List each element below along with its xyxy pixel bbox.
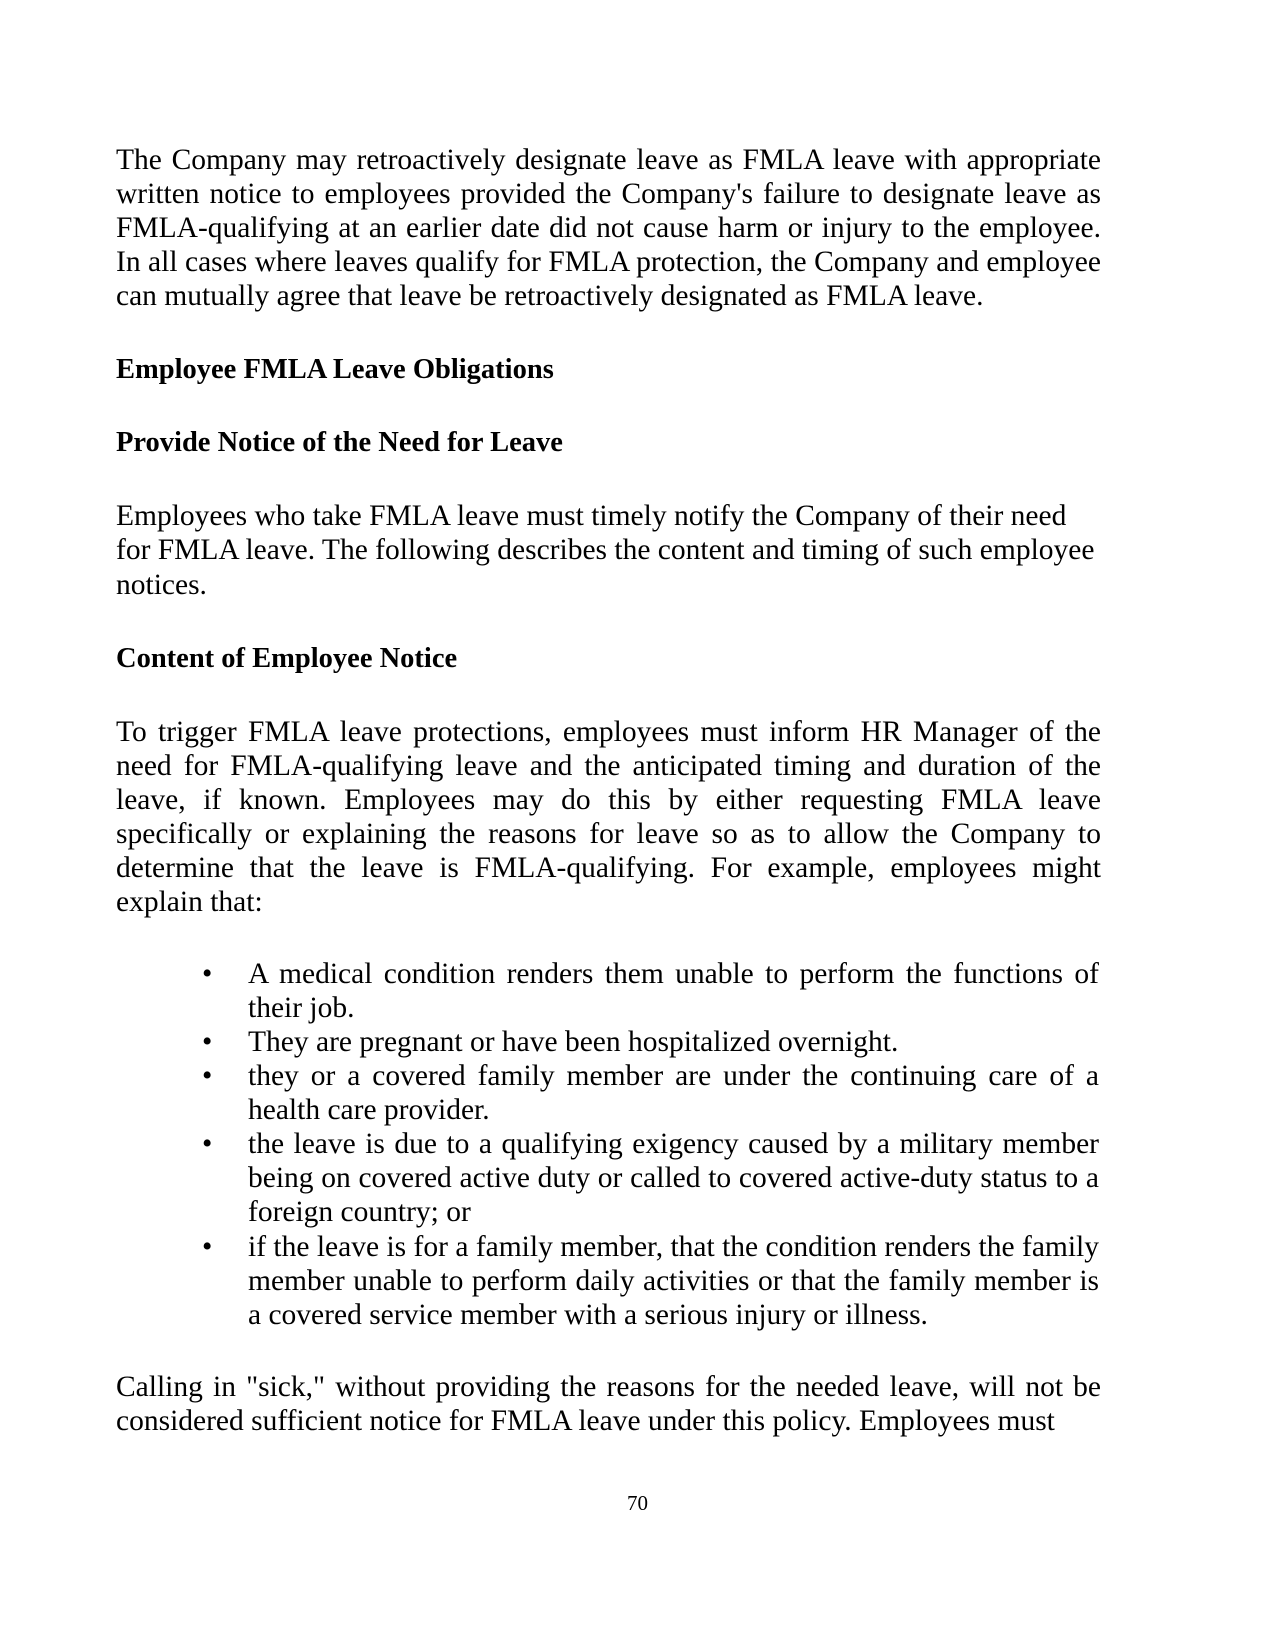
paragraph-calling-in-sick: Calling in "sick," without providing the reasons for the needed leave, will not be considered sufficient notice for FMLA leave under this policy. Employees must	[116, 1370, 1101, 1437]
bullet-icon: •	[202, 1026, 213, 1059]
spacer	[116, 1332, 1101, 1370]
paragraph-retroactive-designation: The Company may retroactively designate leave as FMLA leave with appropriate written notice to employees provided the Company's failure to designate leave as FMLA-qualifying at an earlier date did not cause harm or injury to the employee. In all cases where leaves qualify for FMLA protection, the Company and employee can mutually agree that leave be retroactively designated as FMLA leave.	[116, 144, 1101, 313]
employee-notice-examples-list	[194, 957, 1099, 1332]
list-item-text: A medical condition renders them unable to perform the functions of their job.	[248, 958, 1099, 1025]
bullet-icon: •	[202, 1060, 213, 1093]
page-number: 70	[627, 1491, 648, 1515]
list-item-text: the leave is due to a qualifying exigency caused by a military member being on covered active duty or called to covered active-duty status to a foreign country; or	[248, 1128, 1099, 1229]
paragraph-timely-notify: Employees who take FMLA leave must timely notify the Company of their need for FMLA leave. The following describes the content and timing of such employee notices.	[116, 500, 1095, 601]
spacer	[116, 602, 1101, 642]
list-item	[194, 1059, 1099, 1127]
bullet-icon: •	[202, 1128, 213, 1161]
page-content	[116, 143, 1101, 1438]
paragraph-trigger-fmla-protections: To trigger FMLA leave protections, employees must inform HR Manager of the need for FMLA-qualifying leave and the anticipated timing and duration of the leave, if known. Employees may do this by either requesting FMLA leave specifically or explaining the reasons for leave so as to allow the Company to determine that the leave is FMLA-qualifying. For example, employees might explain that:	[116, 715, 1101, 918]
spacer	[116, 386, 1101, 426]
bullet-icon: •	[202, 958, 213, 991]
heading-employee-fmla-leave-obligations: Employee FMLA Leave Obligations	[116, 354, 554, 386]
spacer	[116, 919, 1101, 957]
list-item	[194, 1025, 1099, 1059]
spacer	[116, 675, 1101, 715]
list-item-text: they or a covered family member are under the continuing care of a health care provider.	[248, 1060, 1099, 1127]
spacer	[116, 313, 1101, 353]
list-item	[194, 957, 1099, 1025]
list-item	[194, 1230, 1099, 1332]
list-item	[194, 1127, 1099, 1229]
list-item-text: if the leave is for a family member, that the condition renders the family member unable to perform daily activities or that the family member is a covered service member with a serious injury or illness.	[248, 1230, 1099, 1331]
heading-content-of-employee-notice: Content of Employee Notice	[116, 642, 458, 674]
heading-provide-notice-of-need-for-leave: Provide Notice of the Need for Leave	[116, 427, 563, 459]
spacer	[116, 459, 1101, 499]
list-item-text: They are pregnant or have been hospitalized overnight.	[248, 1026, 899, 1059]
bullet-icon: •	[202, 1230, 213, 1263]
